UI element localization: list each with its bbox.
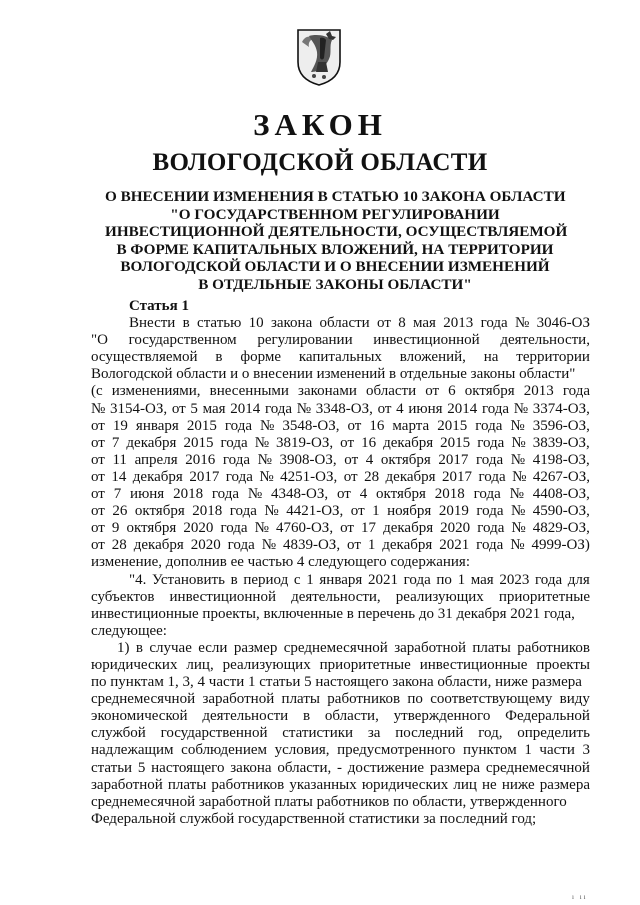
region-title: ВОЛОГОДСКОЙ ОБЛАСТИ (152, 149, 488, 176)
body-line: от 7 июня 2018 года № 4348-ОЗ, от 4 октября 2018 года № 4408-ОЗ, (91, 486, 590, 503)
body-line: № 3154-ОЗ, от 5 мая 2014 года № 3348-ОЗ, от 4 июня 2014 года № 3374-ОЗ, (91, 400, 590, 417)
body-line: Федеральной службой государственной статистики за последний год; (91, 810, 537, 827)
body-line: осуществляемой в форме капитальных вложений, на территории (91, 349, 590, 366)
body-line: от 11 апреля 2016 года № 3908-ОЗ, от 4 октября 2017 года № 4198-ОЗ, (91, 451, 590, 468)
law-title (105, 188, 568, 294)
law-title-line: В ФОРМЕ КАПИТАЛЬНЫХ ВЛОЖЕНИЙ, НА ТЕРРИТОРИИ (116, 240, 554, 258)
body-line: следующее: (91, 622, 167, 639)
body-line: экономической деятельности в области, утвержденного Федеральной (91, 708, 590, 725)
body-line: (с изменениями, внесенными законами области от 6 октября 2013 года (91, 383, 590, 400)
body-line: от 19 января 2015 года № 3548-ОЗ, от 16 марта 2015 года № 3596-ОЗ, (91, 417, 590, 434)
article-heading: Статья 1 (129, 298, 189, 314)
body-line: Внести в статью 10 закона области от 8 мая 2013 года № 3046-ОЗ (129, 315, 590, 332)
body-line: заработной платы работников указанных юридических лиц не ниже размера (91, 776, 590, 793)
body-line: субъектов инвестиционной деятельности, реализующих приоритетные (91, 588, 590, 605)
law-title-line: В ОТДЕЛЬНЫЕ ЗАКОНЫ ОБЛАСТИ" (198, 275, 472, 293)
body-line: по пунктам 1, 3, 4 части 1 статьи 5 настоящего закона области, ниже размера (91, 674, 582, 691)
body-line: "О государственном регулировании инвестиционной деятельности, (91, 332, 590, 349)
body-line: юридических лиц, реализующих приоритетные инвестиционные проекты (91, 656, 590, 673)
law-title-line: ВОЛОГОДСКОЙ ОБЛАСТИ И О ВНЕСЕНИИ ИЗМЕНЕНИЙ (120, 258, 550, 276)
law-title-line: ИНВЕСТИЦИОННОЙ ДЕЯТЕЛЬНОСТИ, ОСУЩЕСТВЛЯЕМОЙ (105, 223, 568, 241)
body-line: от 7 декабря 2015 года № 3819-ОЗ, от 16 декабря 2015 года № 3839-ОЗ, (91, 434, 590, 451)
body-line: статьи 5 настоящего закона области, - достижение размера среднемесячной (91, 759, 590, 776)
body-line: Вологодской области и о внесении изменений в отдельные законы области" (91, 366, 576, 383)
document-type-title: ЗАКОН (253, 107, 387, 142)
page-corner-mark: ı ıı (572, 893, 588, 901)
body-line: инвестиционные проекты, включенные в перечень до 31 декабря 2021 года, (91, 605, 575, 622)
body-line: надлежащим соблюдением условия, предусмотренного пунктом 1 части 3 (91, 742, 590, 759)
vologda-coat-of-arms-icon (296, 28, 342, 86)
body-line: от 28 декабря 2020 года № 4839-ОЗ, от 1 декабря 2021 года № 4999-ОЗ) (91, 537, 590, 554)
body-line: от 14 декабря 2017 года № 4251-ОЗ, от 28 декабря 2017 года № 4267-ОЗ, (91, 468, 590, 485)
body-line: от 26 октября 2018 года № 4421-ОЗ, от 1 ноября 2019 года № 4590-ОЗ, (91, 503, 590, 520)
law-title-line: О ВНЕСЕНИИ ИЗМЕНЕНИЯ В СТАТЬЮ 10 ЗАКОНА ОБЛАСТИ (105, 188, 566, 205)
body-line: 1) в случае если размер среднемесячной заработной платы работников (117, 639, 590, 656)
body-line: изменение, дополнив ее частью 4 следующего содержания: (91, 554, 470, 571)
body-line: от 9 октября 2020 года № 4760-ОЗ, от 17 декабря 2020 года № 4829-ОЗ, (91, 520, 590, 537)
body-line: службой государственной статистики за последний год, определить (91, 725, 590, 742)
law-title-line: "О ГОСУДАРСТВЕННОМ РЕГУЛИРОВАНИИ (170, 205, 500, 223)
body-line: "4. Установить в период с 1 января 2021 года по 1 мая 2023 года для (129, 571, 590, 588)
body-line: среднемесячной заработной платы работников по области, утвержденного (91, 793, 567, 810)
article-body (91, 298, 590, 828)
body-line: среднемесячной заработной платы работников по соответствующему виду (91, 691, 590, 708)
